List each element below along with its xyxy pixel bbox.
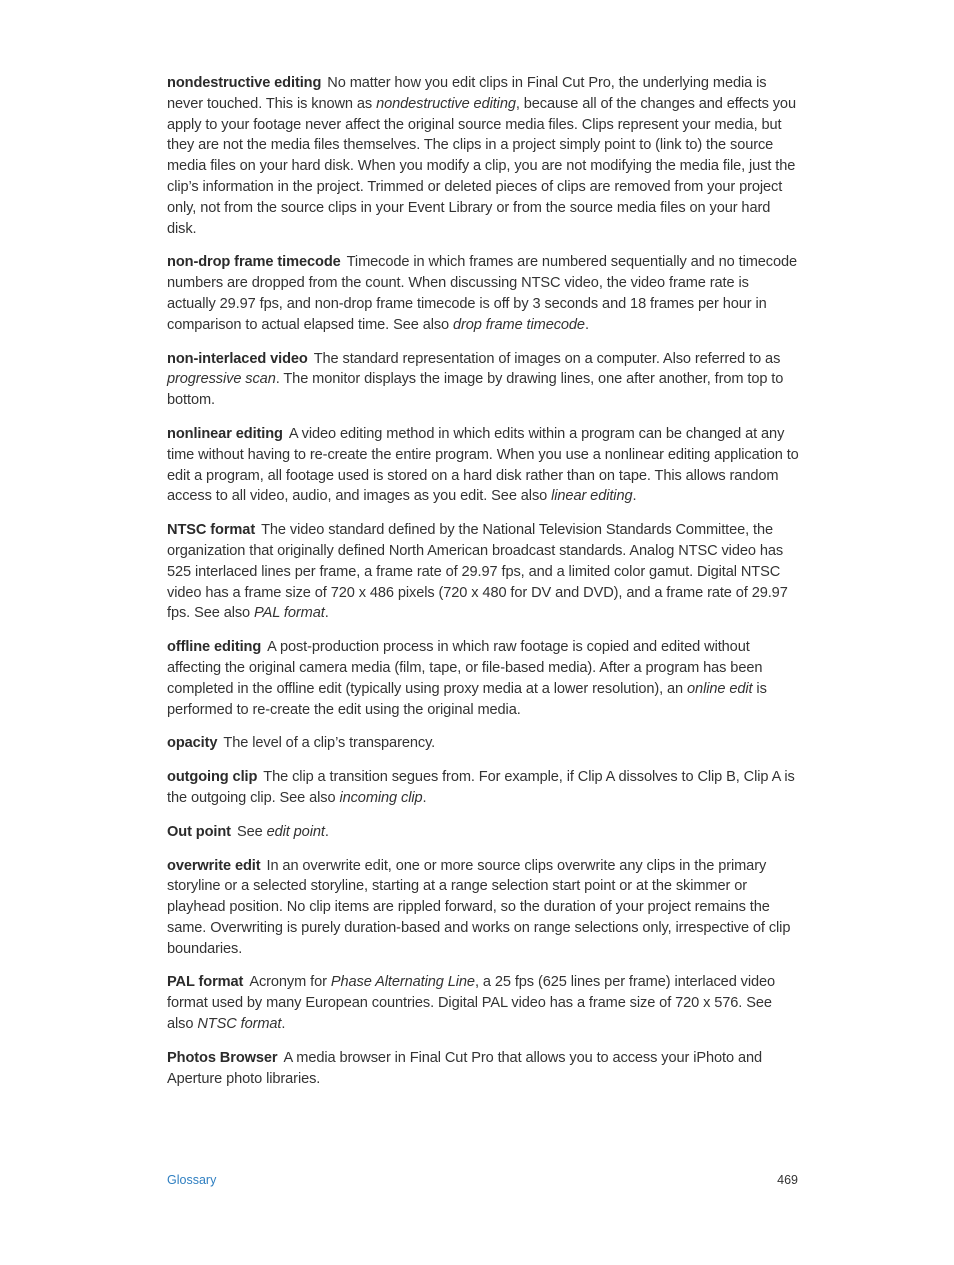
definition-italic-text: edit point [266, 823, 325, 840]
definition-italic-text: PAL format [254, 605, 325, 622]
glossary-entry [167, 349, 799, 411]
glossary-term: nondestructive editing [167, 75, 322, 91]
definition-text: The level of a clip’s transparency. [223, 735, 436, 752]
definition-text: , because all of the changes and effects you apply to your footage never affect the original source media files. Clips represent your media, but they are not the media files themselves. The clips in a project simply point to (link to) the source media files on your hard disk. When you modify a clip, you are not modifying the media file, just the clip’s information in the project. Trimmed or deleted pieces of clips are removed from your project only, not from the source clips in your Event Library or from the source media files on your hard disk. [167, 95, 796, 237]
glossary-entry [167, 856, 799, 960]
definition-text: See [236, 823, 267, 840]
definition-italic-text: progressive scan [167, 371, 276, 388]
glossary-entry [167, 767, 799, 809]
glossary-entry [167, 252, 799, 335]
definition-text: . [324, 605, 329, 622]
definition-italic-text: linear editing [551, 488, 633, 505]
glossary-term: nonlinear editing [167, 425, 283, 442]
definition-italic-text: drop frame timecode [453, 316, 585, 333]
definition-text: , a 25 fps (625 lines per frame) interlaced video format used by many European countries. Digital PAL video has a frame size of 720 x 576. See also [167, 974, 776, 1033]
glossary-term: overwrite edit [167, 857, 261, 874]
glossary-entry [167, 520, 799, 624]
definition-text: A video editing method in which edits within a program can be changed at any time without having to re-create the entire program. When you use a nonlinear editing application to edit a program, all footage used is stored on a hard disk rather than on tape. This allows random access to all video, audio, and images as you edit. See also [167, 425, 799, 505]
definition-italic-text: Phase Alternating Line [330, 974, 475, 991]
definition-text: The clip a transition segues from. For example, if Clip A dissolves to Clip B, Clip A is the outgoing clip. See also [167, 769, 795, 806]
definition-text: The standard representation of images on a computer. Also referred to as [313, 350, 781, 367]
definition-text: . [281, 1016, 286, 1033]
definition-italic-text: NTSC format [197, 1016, 282, 1033]
definition-text: No matter how you edit clips in Final Cut Pro, the underlying media is never touched. This is known as [167, 75, 767, 112]
glossary-term: NTSC format [167, 522, 256, 539]
glossary-entry [167, 733, 799, 754]
definition-italic-text: online edit [687, 680, 753, 697]
definition-text: Acronym for [249, 974, 331, 991]
definition-text: The video standard defined by the National Television Standards Committee, the organization that originally defined North American broadcast standards. Analog NTSC video has 525 interlaced lines per frame, a frame rate of 29.97 fps, and a limited color gamut. Digital NTSC video has a frame size of 720 x 486 pixels (720 x 480 for DV and DVD), and a frame rate of 29.97 fps. See also [167, 522, 788, 622]
glossary-term: non-interlaced video [167, 350, 308, 367]
definition-text: In an overwrite edit, one or more source clips overwrite any clips in the primary storyline or a selected storyline, starting at a range selection start point or at the skimmer or playhead position. No clip items are rippled forward, so the duration of your project remains the same. Overwriting is purely duration-based and works on range selections only, irrespective of clip boundaries. [167, 857, 791, 957]
definition-text: . [422, 789, 427, 806]
glossary-entry [167, 972, 799, 1034]
glossary-entry [167, 822, 799, 843]
definition-text: . [632, 488, 637, 505]
definition-text: is performed to re-create the edit using the original media. [167, 680, 767, 718]
definition-text: . [324, 823, 329, 840]
definition-text: . [584, 316, 589, 333]
glossary-term: non-drop frame timecode [167, 254, 341, 271]
definition-text: A media browser in Final Cut Pro that allows you to access your iPhoto and Aperture photo libraries. [167, 1049, 763, 1087]
definition-italic-text: incoming clip [339, 789, 423, 806]
glossary-content [167, 73, 799, 1102]
definition-text: Timecode in which frames are numbered sequentially and no timecode numbers are dropped from the count. When discussing NTSC video, the video frame rate is actually 29.97 fps, and non-drop frame timecode is off by 3 seconds and 18 frames per hour in comparison to actual elapsed time. See also [167, 254, 798, 333]
footer-section-link[interactable]: Glossary [167, 1173, 217, 1187]
glossary-term: Out point [167, 823, 231, 840]
definition-text: . The monitor displays the image by drawing lines, one after another, from top to bottom. [167, 371, 784, 409]
glossary-entry [167, 1048, 799, 1090]
definition-text: A post-production process in which raw footage is copied and edited without affecting the original camera media (film, tape, or file-based media). After a program has been completed in the offline edit (typically using proxy media at a lower resolution), an [167, 639, 763, 697]
glossary-term: offline editing [167, 639, 262, 656]
glossary-term: outgoing clip [167, 769, 258, 786]
glossary-entry [167, 637, 799, 720]
glossary-term: opacity [167, 735, 218, 752]
glossary-entry [167, 424, 799, 507]
glossary-term: Photos Browser [167, 1049, 278, 1066]
glossary-entry [167, 73, 799, 239]
glossary-term: PAL format [167, 974, 244, 991]
page-number: 469 [777, 1173, 798, 1187]
definition-italic-text: nondestructive editing [376, 95, 516, 112]
